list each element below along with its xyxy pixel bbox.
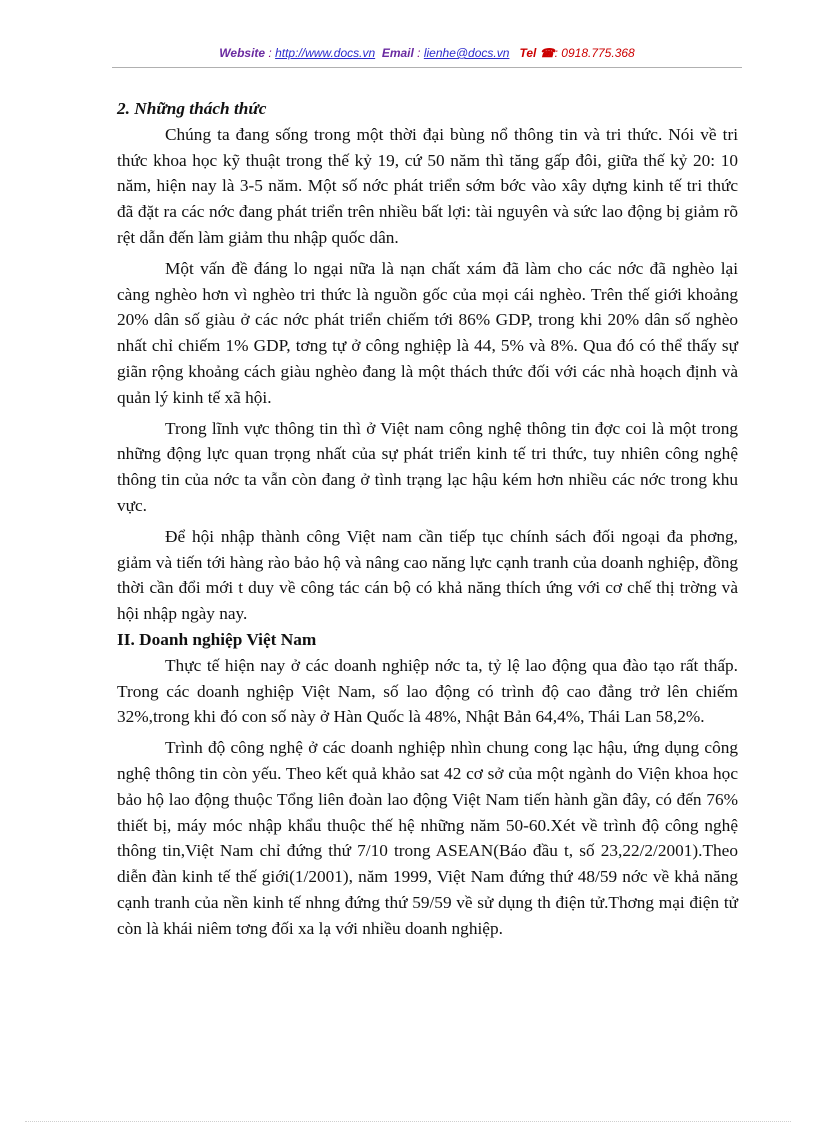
paragraph: Trong lĩnh vực thông tin thì ở Việt nam công nghệ thông tin đợc coi là một trong những động lực quan trọng nhất của sự phát triển kinh tế tri thức, tuy nhiên công nghệ thông tin của nớc ta vẫn còn đang ở tình trạng lạc hậu kém hơn nhiều các nớc trong khu vực. (117, 418, 738, 515)
paragraph: Thực tế hiện nay ở các doanh nghiệp nớc ta, tỷ lệ lao động qua đào tạo rất thấp. Trong các doanh nghiệp Việt Nam, số lao động có trình độ cao đẳng trở lên chiếm 32%,trong khi đó con số này ở Hàn Quốc là 48%, Nhật Bản 64,4%, Thái Lan 58,2%. (117, 655, 738, 727)
website-separator: : (265, 46, 276, 60)
paragraph: Chúng ta đang sống trong một thời đại bùng nổ thông tin và tri thức. Nói về tri thức khoa học kỹ thuật trong thế kỷ 19, cứ 50 năm thì tăng gấp đôi, giữa thế kỷ 20: 10 năm, hiện nay là 3-5 năm. Một số nớc phát triển sớm bớc vào xây dựng kinh tế tri thức đã đặt ra các nớc đang phát triển trên nhiều bất lợi: tài nguyên và sức lao động bị giảm rõ rệt dẫn đến làm giảm thu nhập quốc dân. (117, 124, 738, 247)
website-label: Website (219, 46, 266, 60)
phone-number: : 0918.775.368 (554, 46, 635, 60)
website-link[interactable]: http://www.docs.vn (275, 46, 376, 60)
page-header (112, 46, 742, 60)
document-body (117, 96, 738, 942)
header-divider (112, 67, 742, 68)
paragraph: Để hội nhập thành công Việt nam cần tiếp tục chính sách đối ngoại đa phơng, giảm và tiến tới hàng rào bảo hộ và nâng cao năng lực cạnh tranh của doanh nghiệp, đồng thời cần đổi mới t duy về công tác cán bộ có khả năng thích ứng với cơ chế thị trờng và hội nhập ngày nay. (117, 526, 738, 624)
section-heading-challenges: 2. Những thách thức (117, 99, 267, 118)
email-separator: : (413, 46, 424, 60)
email-label: Email (381, 46, 414, 60)
footer-divider (25, 1121, 791, 1122)
phone-icon: ☎ (539, 46, 555, 60)
section-heading-enterprises: II. Doanh nghiệp Việt Nam (117, 629, 317, 649)
paragraph: Một vấn đề đáng lo ngại nữa là nạn chất xám đã làm cho các nớc đã nghèo lại càng nghèo hơn vì nghèo tri thức là nguồn gốc của mọi cái nghèo. Trên thế giới khoảng 20% dân số giàu ở các nớc phát triển chiếm tới 86% GDP, trong khi 20% dân số nghèo nhất chỉ chiếm 1% GDP, tơng tự ở công nghiệp là 44, 5% và 8%. Qua đó có thể thấy sự giãn rộng khoảng cách giàu nghèo đang là một thách thức đối với các nhà hoạch định và quản lý kinh tế xã hội. (117, 258, 738, 407)
email-link[interactable]: lienhe@docs.vn (423, 46, 510, 60)
tel-label: Tel (519, 46, 537, 60)
paragraph: Trình độ công nghệ ở các doanh nghiệp nhìn chung cong lạc hậu, ứng dụng công nghệ thông tin còn yếu. Theo kết quả khảo sat 42 cơ sở của một ngành do Viện khoa học bảo hộ lao động thuộc Tổng liên đoàn lao động Việt Nam tiến hành gần đây, có đến 76% thiết bị, máy móc nhập khẩu thuộc thế hệ những năm 50-60.Xét về trình độ công nghệ thông tin,Việt Nam chỉ đứng thứ 7/10 trong ASEAN(Báo đầu t, số 23,22/2/2001).Theo diễn đàn kinh tế thế giới(1/2001), năm 1999, Việt Nam đứng thứ 48/59 nớc về khả năng cạnh tranh của nền kinh tế nhng đứng thứ 59/59 về sử dụng th điện tử.Thơng mại điện tử còn là khái niêm tơng đối xa lạ với nhiều doanh nghiệp. (117, 738, 738, 938)
